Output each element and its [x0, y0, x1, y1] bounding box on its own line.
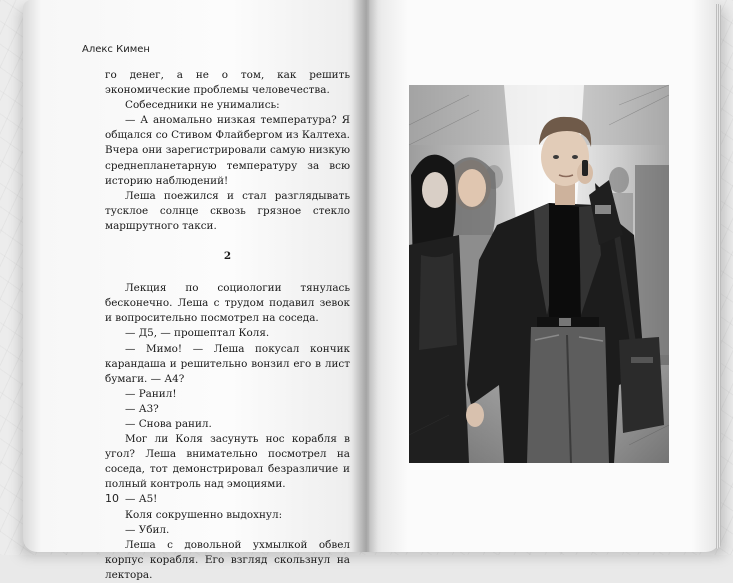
left-page	[23, 0, 368, 581]
paragraph: — Мимо! — Леша покусал кончик карандаша и решительно вонзил его в лист бумаги. — А4?	[105, 342, 350, 385]
running-head: Алекс Кимен	[82, 44, 150, 55]
paragraph: — Убил.	[125, 523, 170, 536]
paragraph: — А аномально низкая температура? Я общался со Стивом Флайбергом из Калтеха. Вчера они зарегистрировали самую низкую среднепланетарную температуру за всю историю наблюдений!	[105, 114, 350, 187]
paragraph: Собеседники не унимались:	[125, 99, 280, 112]
page-number: 10	[105, 492, 119, 505]
paragraph: Леша с довольной ухмылкой обвел корпус корабля. Его взгляд скользнул на лектора.	[105, 538, 350, 581]
chapter-number: 2	[223, 250, 232, 263]
illustration	[409, 85, 669, 463]
paragraph: — Д5, — прошептал Коля.	[125, 327, 270, 340]
paragraph: — А5!	[125, 493, 158, 506]
paragraph: Леша поежился и стал разглядывать тусклое солнце сквозь грязное стекло маршрутного такси.	[105, 189, 350, 232]
paragraph: го денег, а не о том, как решить экономические проблемы человечества.	[105, 69, 350, 97]
body-text	[105, 68, 350, 583]
paragraph: — Снова ранил.	[125, 417, 212, 430]
paragraph: Коля сокрушенно выдохнул:	[125, 508, 283, 521]
paragraph: Лекция по социологии тянулась бесконечно. Леша с трудом подавил зевок и вопросительно посмотрел на соседа.	[105, 282, 350, 325]
page-edges	[716, 4, 721, 549]
paragraph: Мог ли Коля засунуть нос корабля в угол? Леша внимательно посмотрел на соседа, тот демонстрировал безразличие и полный контроль над эмоциями.	[105, 433, 350, 491]
paragraph: — Ранил!	[125, 387, 177, 400]
paragraph: — А3?	[125, 402, 159, 415]
